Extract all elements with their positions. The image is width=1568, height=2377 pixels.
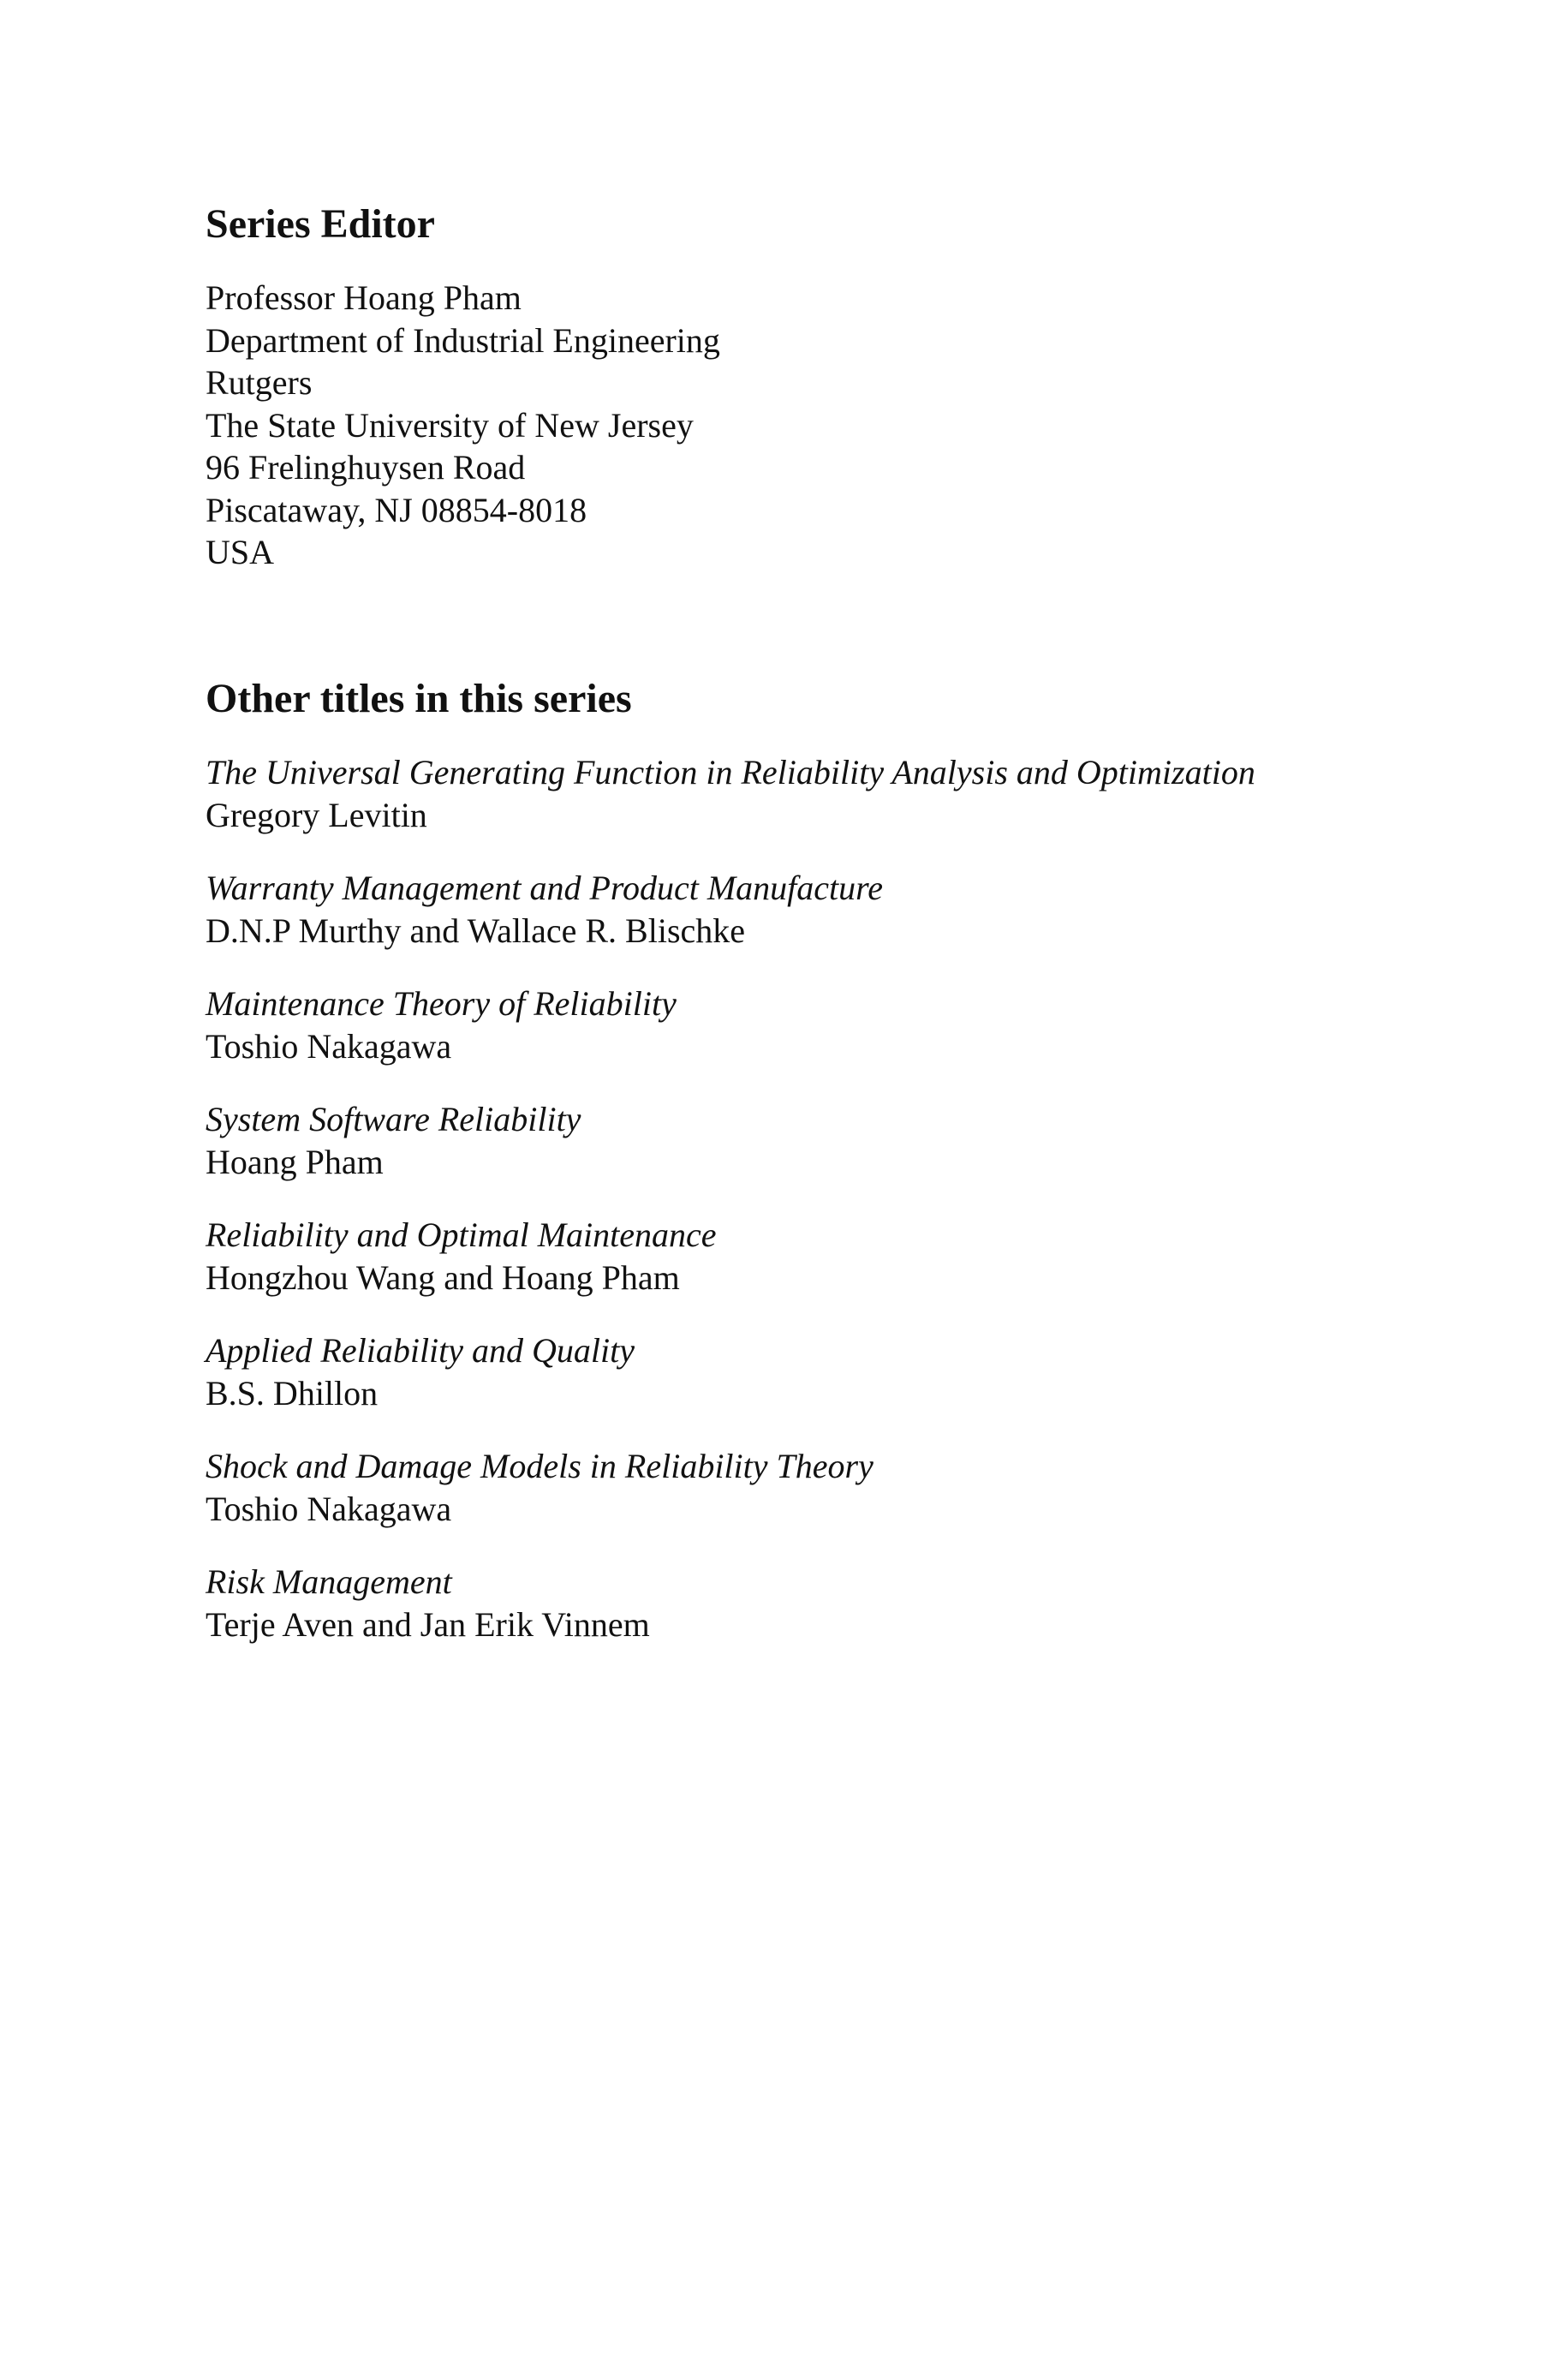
book-author: Gregory Levitin xyxy=(206,795,427,834)
address-line: USA xyxy=(206,533,275,571)
address-line: Department of Industrial Engineering xyxy=(206,320,720,360)
list-item xyxy=(206,867,1255,952)
address-line: 96 Frelinghuysen Road xyxy=(206,448,526,487)
book-author: Hongzhou Wang and Hoang Pham xyxy=(206,1257,680,1297)
editor-address xyxy=(206,277,720,574)
other-titles-heading: Other titles in this series xyxy=(206,676,632,721)
address-line: The State University of New Jersey xyxy=(206,405,694,445)
list-item xyxy=(206,1561,1255,1645)
book-author: D.N.P Murthy and Wallace R. Blischke xyxy=(206,911,746,950)
book-author: Hoang Pham xyxy=(206,1142,384,1181)
book-title: Shock and Damage Models in Reliability Theory xyxy=(206,1447,873,1485)
book-title: Reliability and Optimal Maintenance xyxy=(206,1215,717,1254)
book-author: Toshio Nakagawa xyxy=(206,1026,452,1066)
list-item xyxy=(206,1445,1255,1530)
book-title: Warranty Management and Product Manufacture xyxy=(206,869,883,907)
book-author: Toshio Nakagawa xyxy=(206,1489,452,1528)
book-title: The Universal Generating Function in Reliability Analysis and Optimization xyxy=(206,753,1255,791)
list-item xyxy=(206,1214,1255,1299)
list-item xyxy=(206,1329,1255,1414)
book-title: Maintenance Theory of Reliability xyxy=(206,984,677,1023)
address-line: Piscataway, NJ 08854-8018 xyxy=(206,490,587,529)
address-line: Professor Hoang Pham xyxy=(206,278,522,317)
address-line: Rutgers xyxy=(206,363,313,402)
book-title: System Software Reliability xyxy=(206,1100,581,1138)
book-title: Applied Reliability and Quality xyxy=(206,1331,635,1370)
series-editor-heading: Series Editor xyxy=(206,201,435,247)
book-author: B.S. Dhillon xyxy=(206,1373,379,1412)
list-item xyxy=(206,1098,1255,1183)
list-item xyxy=(206,982,1255,1067)
book-author: Terje Aven and Jan Erik Vinnem xyxy=(206,1604,650,1644)
list-item xyxy=(206,751,1255,836)
other-titles-list xyxy=(206,751,1255,1676)
book-title: Risk Management xyxy=(206,1562,452,1601)
